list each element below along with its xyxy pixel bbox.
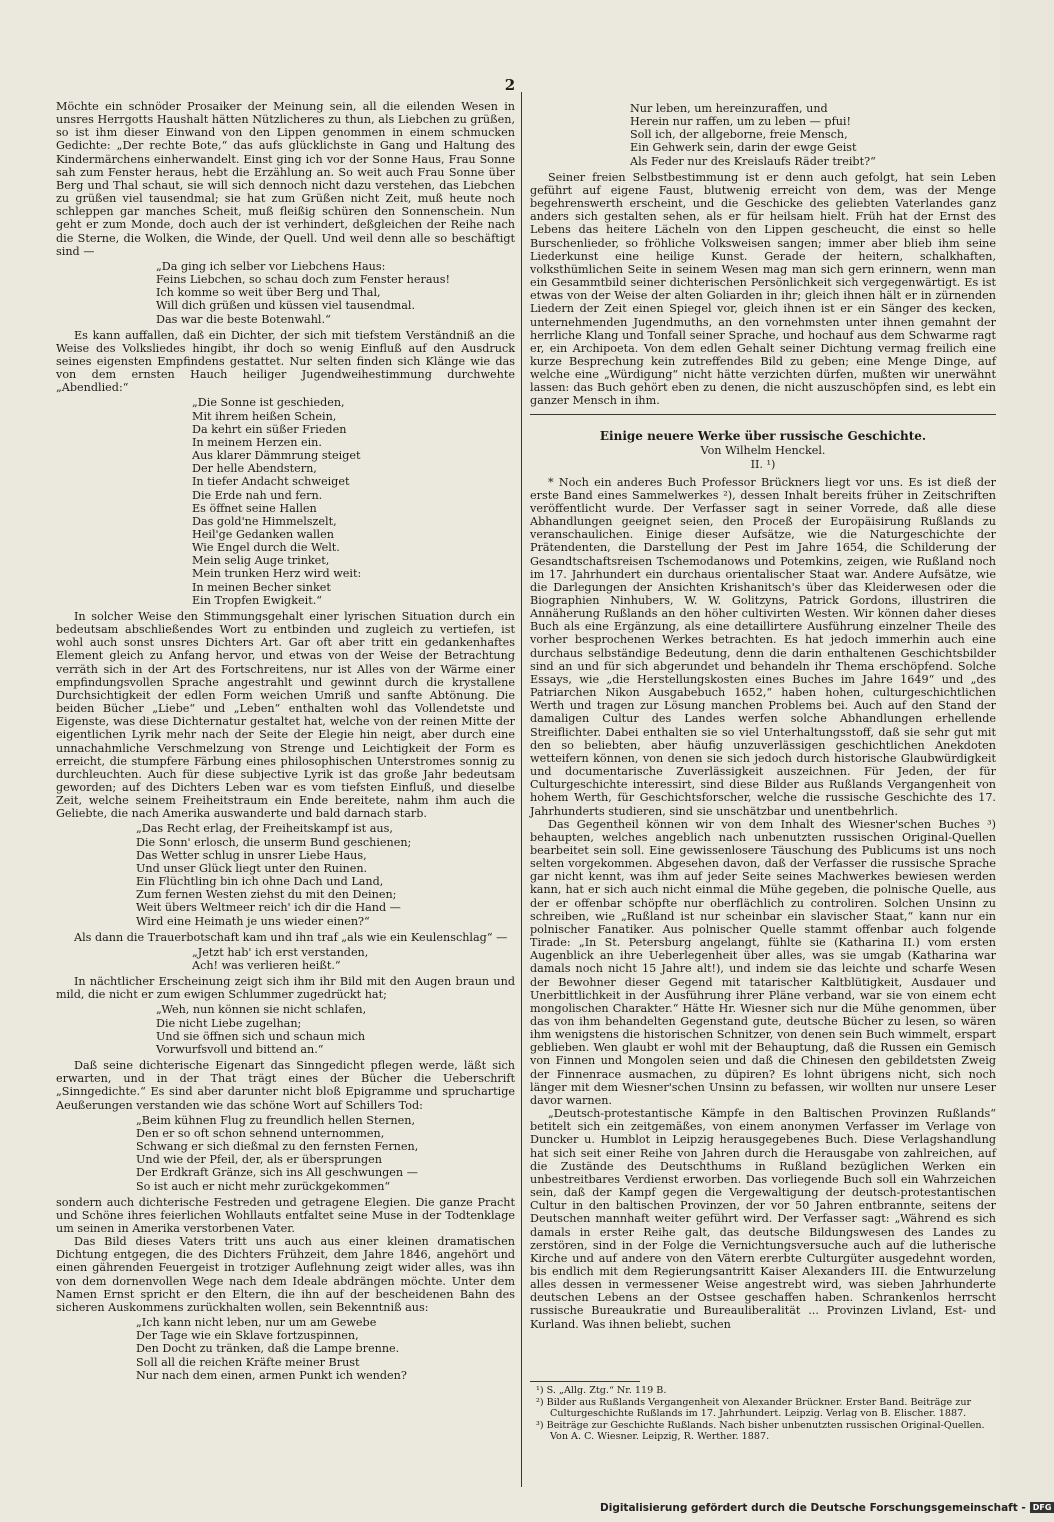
paragraph: sondern auch dichterische Festreden und getragene Elegien. Die ganze Pracht und Schöne ihres feierlichen Wohllauts entfaltet seine Muse in der Todtenklage um seinen in Amerika verstorbenen Vater. [56, 1195, 515, 1235]
verse-line: „Die Sonne ist geschieden, [192, 396, 345, 410]
verse-line: „Ich kann nicht leben, nur um am Gewebe [136, 1316, 377, 1330]
verse-line: Da kehrt ein süßer Frieden [192, 422, 347, 436]
verse-line: Vorwurfsvoll und bittend an.“ [156, 1042, 324, 1056]
dfg-logo: DFG [1030, 1502, 1054, 1513]
verse-line: Heil'ge Gedanken wallen [192, 528, 334, 541]
poem-quote [530, 102, 996, 168]
footnote-rule [530, 1381, 640, 1382]
poem-quote [56, 946, 515, 972]
verse-line: Die Sonn' erlosch, die unserm Bund geschienen; [136, 835, 412, 849]
verse-line: Den Docht zu tränken, daß die Lampe brenne. [136, 1342, 400, 1356]
verse-line: So ist auch er nicht mehr zurückgekommen“ [136, 1179, 391, 1193]
digitization-credit [600, 1502, 1052, 1516]
paragraph: Als dann die Trauerbotschaft kam und ihn traf „als wie ein Keulenschlag“ — [74, 930, 508, 944]
verse-line: Ich komme so weit über Berg und Thal, [156, 286, 381, 300]
verse-line: In meinem Herzen ein. [192, 435, 322, 449]
verse-line: Ein Gehwerk sein, darin der ewge Geist [630, 141, 857, 155]
paragraph: In solcher Weise den Stimmungsgehalt einer lyrischen Situation durch ein bedeutsam abschließendes Wort zu entbinden und zugleich zu vertiefen, ist wohl auch sonst unsres Dichters Art. Gar oft aber tritt ein gedankenhaftes Element gleich zu Anfang hervor, und etwas von der Weise der Betrachtung verräth sich in der Art des Fortschreitens, nur ist Alles von der Wärme einer empfindungsvollen Sprache angestrahlt und gewinnt durch die krystallene Durchsichtigkeit der edlen Form weichen Umriß und sanfte Abtönung. Die beiden Bücher „Liebe“ und „Leben“ enthalten wohl das Vollendetste und Eigenste, was diese Dichternatur gestaltet hat, welche von der reinen Mitte der eigentlichen Lyrik mehr nach der Seite der Elegie hin neigt, aber durch eine unnachahmliche Verschmelzung von Strenge und Leichtigkeit der Form es erreicht, die stumpfere Färbung eines philosophischen Unterstromes sonnig zu durchleuchten. Auch für diese subjective Lyrik ist das große Jahr bedeutsam geworden; auf des Dichters Leben war es vom tiefsten Einfluß, und dieselbe Zeit, welche seinem Freiheitstraum ein Ende bereitete, nahm ihm auch die Geliebte, die nach Amerika auswanderte und bald darnach starb. [56, 609, 515, 821]
verse-line: Und wie der Pfeil, der, als er übersprungen [136, 1153, 382, 1167]
verse-line: Die nicht Liebe zugelhan; [156, 1016, 302, 1030]
right-column [530, 100, 996, 1400]
verse-line: Es öffnet seine Hallen [192, 501, 317, 515]
verse-line: Soll ich, der allgeborne, freie Mensch, [630, 128, 848, 142]
verse-line: „Das Recht erlag, der Freiheitskampf ist aus, [136, 822, 393, 836]
verse-line: Als Feder nur des Kreislaufs Räder treibt?“ [630, 154, 876, 168]
verse-line: Mein selig Auge trinket, [192, 554, 330, 568]
verse-line: Zum fernen Westen ziehst du mit den Deinen; [136, 888, 397, 902]
article-heading: Einige neuere Werke über russische Geschichte. [599, 428, 927, 443]
footnote: ³) Beiträge zur Geschichte Rußlands. Nach bisher unbenutzten russischen Original-Quellen. Von A. C. Wiesner. Leipzig, R. Werther. 1887. [536, 1419, 985, 1442]
paragraph: „Deutsch-protestantische Kämpfe in den Baltischen Provinzen Rußlands“ betitelt sich ein zeitgemäßes, von einem anonymen Verfasser im Verlage von Duncker u. Humblot in Leipzig herausgegebenes Buch. Diese Verlagshandlung hat sich seit einer Reihe von Jahren durch die Herausgabe von zahlreichen, auf die Zustände des Deutschthums in Rußland bezüglichen Werken ein unbestreitbares Verdienst erworben. Das vorliegende Buch soll ein Wahrzeichen sein, daß der Kampf gegen die Vergewaltigung der deutsch-protestantischen Cultur in den baltischen Provinzen, der vor 50 Jahren entbrannte, seitens der Deutschen mannhaft weiter geführt wird. Der Verfasser sagt: „Während es sich damals in erster Reihe galt, das deutsche Bildungswesen des Landes zu zerstören, sind in der Folge die Vernichtungsversuche auch auf die lutherische Kirche und auf andere von den Vätern ererbte Culturgüter ausgedehnt worden, bis endlich mit dem Regierungsantritt Kaiser Alexanders III. die Entwurzelung alles dessen in vermessener Weise angestrebt wird, was sieben Jahrhunderte deutschen Lebens an der Ostsee geschaffen haben. Schrankenlos herrscht russische Bureaukratie und Bureauliberalität ... Provinzen Livland, Est- und Kurland. Was ihnen beliebt, suchen [530, 1107, 996, 1331]
verse-line: Aus klarer Dämmrung steiget [192, 449, 361, 463]
verse-line: Und sie öffnen sich und schaun mich [156, 1029, 366, 1043]
verse-line: Wie Engel durch die Welt. [192, 541, 340, 555]
verse-line: Schwang er sich dießmal zu den fernsten Fernen, [136, 1140, 419, 1154]
verse-line: „Beim kühnen Flug zu freundlich hellen Sternen, [136, 1113, 416, 1127]
credit-text: Digitalisierung gefördert durch die Deutsche Forschungsgemeinschaft - [600, 1502, 1026, 1514]
verse-line: „Weh, nun können sie nicht schlafen, [156, 1003, 367, 1017]
section-rule [530, 414, 996, 415]
verse-line: „Da ging ich selber vor Liebchens Haus: [156, 259, 386, 273]
verse-line: Das gold'ne Himmelszelt, [192, 514, 337, 528]
paragraph: Das Gegentheil können wir von dem Inhalt des Wiesner'schen Buches ³) behaupten, welches angeblich nach unbenutzten russischen Original-Quellen bearbeitet sein soll. Eine gewissenlosere Täuschung des Publicums ist uns noch selten vorgekommen. Abgesehen davon, daß der Verfasser die russische Sprache gar nicht kennt, was ihm auf jeder Seite seines Machwerkes bewiesen werden kann, hat er sich auch nicht einmal die Mühe gegeben, die polnische Quelle, aus der er offenbar schöpfte nur oberflächlich zu controliren. Solchen Unsinn zu schreiben, wie „Rußland ist nur scheinbar ein slavischer Staat,“ kann nur ein polnischer Fanatiker. Aus polnischer Quelle stammt offenbar auch folgende Tirade: „In St. Petersburg angelangt, fühlte sie (Katharina II.) vom ersten Augenblick an ihre Ueberlegenheit über alles, was sie umgab (Katharina war damals noch nicht 15 Jahre alt!), und indem sie das leichte und scharfe Wesen der Bewohner dieser Gegend mit tatarischer Kaltblütigkeit, Ausdauer und Unerbittlichkeit in der Ausführung ihrer Pläne verband, war sie von einem echt mongolischen Charakter.“ Hätte Hr. Wiesner sich nur die Mühe genommen, über das von ihm behandelten Gegenstand gute, deutsche Bücher zu lesen, so wären ihm wenigstens die historischen Schnitzer, von denen sein Buch wimmelt, erspart geblieben. Wen glaubt er wohl mit der Behauptung, daß die Russen ein Gemisch von Finnen und Mongolen seien und daß die Chinesen den gebildetsten Zweig der Finnenrace ausmachen, zu düpiren? Es lohnt übrigens nicht, sich noch länger mit dem Wiesner'schen Unsinn zu befassen, wir wollten nur unsere Leser davor warnen. [530, 817, 996, 1107]
poem-quote [56, 396, 515, 607]
verse-line: In tiefer Andacht schweiget [192, 475, 350, 489]
article-byline: Von Wilhelm Henckel. [700, 443, 826, 457]
verse-line: Die Erde nah und fern. [192, 488, 323, 502]
verse-line: Das war die beste Botenwahl.“ [156, 312, 331, 326]
poem-quote [56, 1003, 515, 1056]
verse-line: Nur nach dem einen, armen Punkt ich wenden? [136, 1368, 407, 1382]
left-column [56, 100, 515, 1485]
paragraph: Möchte ein schnöder Prosaiker der Meinung sein, all die eilenden Wesen in unsres Herrgotts Haushalt hätten Nützlicheres zu thun, als Liebchen zu grüßen, so ist ihm dieser Einwand von den Lippen genommen in einem schmucken Gedichte: „Der rechte Bote,“ das aufs glücklichste in Gang und Haltung des Kindermärchens einherwandelt. Einst ging ich vor der Sonne Haus, Frau Sonne sah zum Fenster heraus, hebt die Erzählung an. So weit auch Frau Sonne über Berg und Thal schaut, sie will sich dennoch nicht dazu verstehen, das Liebchen zu grüßen viel tausendmal; sie hat zum Grüßen nicht Zeit, muß heute noch schleppen gar manches Scheit, muß fleißig schüren den Sonnenschein. Nun geht er zum Monde, doch auch der ist verhindert, deßgleichen der Reihe nach die Sterne, die Wolken, die Winde, der Quell. Und weil denn alle so beschäftigt sind — [56, 100, 515, 258]
verse-line: Feins Liebchen, so schau doch zum Fenster heraus! [156, 273, 450, 287]
page-number: 2 [504, 76, 516, 94]
verse-line: Wird eine Heimath je uns wieder einen?“ [136, 914, 370, 928]
column-divider [521, 92, 522, 1487]
verse-line: Soll all die reichen Kräfte meiner Brust [136, 1355, 360, 1369]
paragraph: Das Bild dieses Vaters tritt uns auch aus einer kleinen dramatischen Dichtung entgegen, die des Dichters Frühzeit, dem Jahre 1846, angehört und einen gährenden Feuergeist in trotziger Auflehnung zeigt wider alles, was ihn von dem dornenvollen Wege nach dem Ideale abdrängen möchte. Unter dem Namen Ernst spricht er den Eltern, die ihn auf der bescheidenen Bahn des sicheren Auskommens zurückhalten wollen, sein Bekenntniß aus: [56, 1235, 515, 1314]
verse-line: Den er so oft schon sehnend unternommen, [136, 1126, 385, 1140]
verse-line: Weit übers Weltmeer reich' ich dir die Hand — [136, 901, 401, 915]
paragraph: In nächtlicher Erscheinung zeigt sich ihm ihr Bild mit den Augen braun und mild, die nicht er zum ewigen Schlummer zugedrückt hat; [56, 975, 515, 1002]
verse-line: Nur leben, um hereinzuraffen, und [630, 102, 828, 115]
verse-line: Will dich grüßen und küssen viel tausendmal. [156, 299, 416, 313]
poem-quote [56, 1316, 515, 1382]
verse-line: Der helle Abendstern, [192, 462, 317, 476]
footnote: ²) Bilder aus Rußlands Vergangenheit von Alexander Brückner. Erster Band. Beiträge zur Culturgeschichte Rußlands im 17. Jahrhundert. Leipzig. Verlag von B. Elischer. 1887. [536, 1396, 972, 1419]
paragraph: Seiner freien Selbstbestimmung ist er denn auch gefolgt, hat sein Leben geführt auf eigene Faust, blutwenig erreicht von dem, was der Menge begehrenswerth erscheint, und die Geschicke des geliebten Vaterlandes ganz anders sich gestalten sehen, als er für heilsam hielt. Früh hat der Ernst des Lebens das heitere Lächeln von den Lippen gescheucht, die einst so helle Burschenlieder, so fröhliche Volksweisen sangen; immer aber blieb ihm seine Liederkunst eine heilige Kunst. Gerade der heitern, schalkhaften, volksthümlichen Seite in seinem Wesen mag man sich gern erinnern, wenn man ein Gesammtbild seiner dichterischen Persönlichkeit sich vergegenwärtigt. Es ist etwas von der Weise der alten Goliarden in ihr; gleich ihnen hält er in zürnenden Liedern der Zeit einen Spiegel vor, gleich ihnen ist er ein Sänger des kecken, unternehmenden Jugendmuths, an den vornehmsten unter ihnen gemahnt der herrliche Klang und Tonfall seiner Sprache, und hochauf aus dem Schwarme ragt er, ein Archipoeta. Von dem edlen Gehalt seiner Dichtung vermag freilich eine kurze Besprechung kein zutreffendes Bild zu geben; eine Menge Dinge, auf welche eine „Würdigung“ nicht hätte verzichten dürfen, mußten wir unerwähnt lassen: das Buch gehört eben zu denen, die nicht auszuschöpfen sind, es lebt ein ganzer Mensch in ihm. [530, 170, 996, 408]
poem-quote [56, 822, 515, 927]
paragraph: * Noch ein anderes Buch Professor Brückners liegt vor uns. Es ist dieß der erste Band eines Sammelwerkes ²), dessen Inhalt bereits früher in Zeitschriften veröffentlicht wurde. Der Verfasser sagt in seiner Vorrede, daß alle diese Abhandlungen geeignet seien, den Proceß der Europäisirung Rußlands zu veranschaulichen. Einige dieser Aufsätze, wie die Naturgeschichte der Prätendenten, die Darstellung der Pest im Jahre 1654, die Schilderung der Gesandtschaftsreisen Tschemodanows und Potemkins, zeigen, wie Rußland noch im 17. Jahrhundert ein durchaus orientalischer Staat war. Andere Aufsätze, wie die Darlegungen der Ansichten Krishanitsch's über das Kleiderwesen oder die Biographien Ninhubers, W. W. Golitzyns, Patrick Gordons, illustriren die Annäherung Rußlands an den höher cultivirten Westen. Wir können daher dieses Buch als eine Ergänzung, als eine detaillirtere Ausführung einzelner Theile des vorher besprochenen Werkes betrachten. Es hat jedoch immerhin auch eine durchaus selbständige Bedeutung, denn die darin enthaltenen Geschichtsbilder sind an und für sich abgerundet und behandeln ihr Thema erschöpfend. Solche Essays, wie „die Herstellungskosten eines Buches im Jahre 1649“ und „des Patriarchen Nikon Ausgabebuch 1652,“ haben hohen, culturgeschichtlichen Werth und tragen zur Lösung manchen Problems bei. Auch auf den Stand der damaligen Cultur des Landes werfen solche Abhandlungen erhellende Streiflichter. Dabei enthalten sie so viel Unterhaltungsstoff, daß sie sehr gut mit den so beliebten, aber häufig unzuverlässigen geschichtlichen Anekdoten wetteifern können, von denen sie sich jedoch durch historische Glaubwürdigkeit und documentarische Zuverlässigkeit auszeichnen. Für Jeden, der für Culturgeschichte interessirt, sind diese Bilder aus Rußlands Vergangenheit von hohem Werth, für Geschichtsforscher, welche die russische Geschichte des 17. Jahrhunderts studieren, sind sie unschätzbar und unentbehrlich. [530, 475, 996, 818]
verse-line: Ein Flüchtling bin ich ohne Dach und Land, [136, 875, 384, 889]
verse-line: Ach! was verlieren heißt.“ [192, 959, 341, 972]
poem-quote [56, 1114, 515, 1193]
poem-quote [56, 260, 515, 326]
footnote: ¹) S. „Allg. Ztg.“ Nr. 119 B. [536, 1385, 667, 1396]
verse-line: In meinen Becher sinket [192, 580, 331, 594]
verse-line: Der Erdkraft Gränze, sich ins All geschwungen — [136, 1166, 418, 1180]
footnotes [530, 1377, 996, 1443]
verse-line: „Jetzt hab' ich erst verstanden, [192, 945, 369, 959]
verse-line: Herein nur raffen, um zu leben — pfui! [630, 115, 851, 129]
verse-line: Mein trunken Herz wird weit: [192, 567, 362, 581]
verse-line: Mit ihrem heißen Schein, [192, 409, 337, 423]
verse-line: Und unser Glück liegt unter den Ruinen. [136, 861, 368, 875]
paragraph: Es kann auffallen, daß ein Dichter, der sich mit tiefstem Verständniß an die Weise des Volksliedes hingibt, ihr doch so wenig Einfluß auf den Ausdruck seines eigensten Empfindens gestattet. Nur selten finden sich Klänge wie das von dem ernsten Hauch heiliger Jugendweihestimmung durchwehte „Abendlied:“ [56, 328, 515, 395]
verse-line: Das Wetter schlug in unsrer Liebe Haus, [136, 848, 367, 862]
verse-line: Ein Tropfen Ewigkeit.“ [192, 593, 322, 607]
article-part: II. ¹) [750, 457, 776, 471]
verse-line: Der Tage wie ein Sklave fortzuspinnen, [136, 1329, 359, 1343]
paragraph: Daß seine dichterische Eigenart das Sinngedicht pflegen werde, läßt sich erwarten, und in der That trägt eines der Bücher die Ueberschrift „Sinngedichte.“ Es sind aber darunter nicht bloß Epigramme und spruchartige Aeußerungen verstanden wie das schöne Wort auf Schillers Tod: [56, 1059, 515, 1112]
